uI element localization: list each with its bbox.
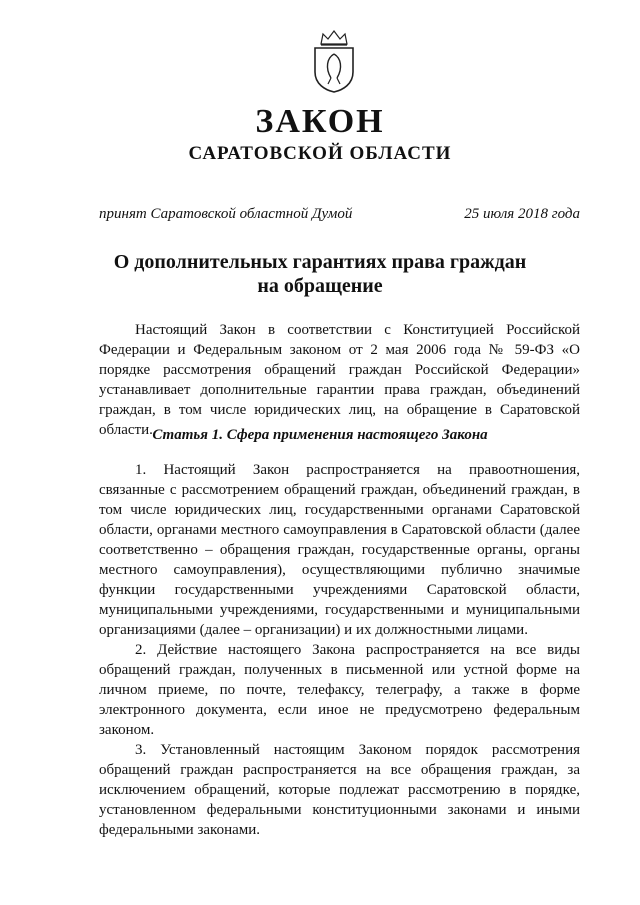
preamble (99, 320, 580, 440)
law-title-line-1: О дополнительных гарантиях права граждан (113, 251, 527, 273)
article-paragraph: 1. Настоящий Закон распространяется на правоотношения, связанные с рассмотрением обращений граждан, объединений граждан, в том числе юридических лиц, государственными органами Саратовской области, органами местного самоуправления в Саратовской области (далее соответственно – обращения граждан, государственные органы, органы местного самоуправления), осуществляющими публично значимые функции государственными учреждениями Саратовской области, муниципальными учреждениями, государственными и муниципальными организациями (далее – организации) и их должностными лицами. (99, 462, 580, 638)
coat-of-arms-icon (309, 28, 359, 94)
preamble-paragraph: Настоящий Закон в соответствии с Конституцией Российской Федерации и Федеральным законом от 2 мая 2006 года № 59-ФЗ «О порядке рассмотрения обращений граждан Российской Федерации» устанавливает дополнительные гарантии права граждан, объединений граждан, в том числе юридических лиц, на обращение в Саратовской области. (99, 322, 580, 438)
document-title: ЗАКОН (255, 103, 385, 140)
adoption-date: 25 июля 2018 года (464, 206, 580, 222)
law-title-line-2: на обращение (257, 275, 383, 297)
article-body (99, 460, 580, 840)
law-title (0, 250, 640, 298)
article-paragraph: 3. Установленный настоящим Законом порядок рассмотрения обращений граждан распространяется на все обращения граждан, за исключением обращений, которые подлежат рассмотрению в порядке, установленном федеральными конституционными законами и иными федеральными законами. (99, 742, 580, 838)
document-subtitle: САРАТОВСКОЙ ОБЛАСТИ (188, 143, 452, 164)
article-paragraph: 2. Действие настоящего Закона распространяется на все виды обращений граждан, полученных в письменной или устной форме на личном приеме, по почте, телефаксу, телеграфу, а также в форме электронного документа, если иное не предусмотрено федеральным законом. (99, 642, 580, 738)
adopted-by: принят Саратовской областной Думой (99, 206, 353, 222)
article-heading: Статья 1. Сфера применения настоящего Закона (152, 427, 488, 443)
